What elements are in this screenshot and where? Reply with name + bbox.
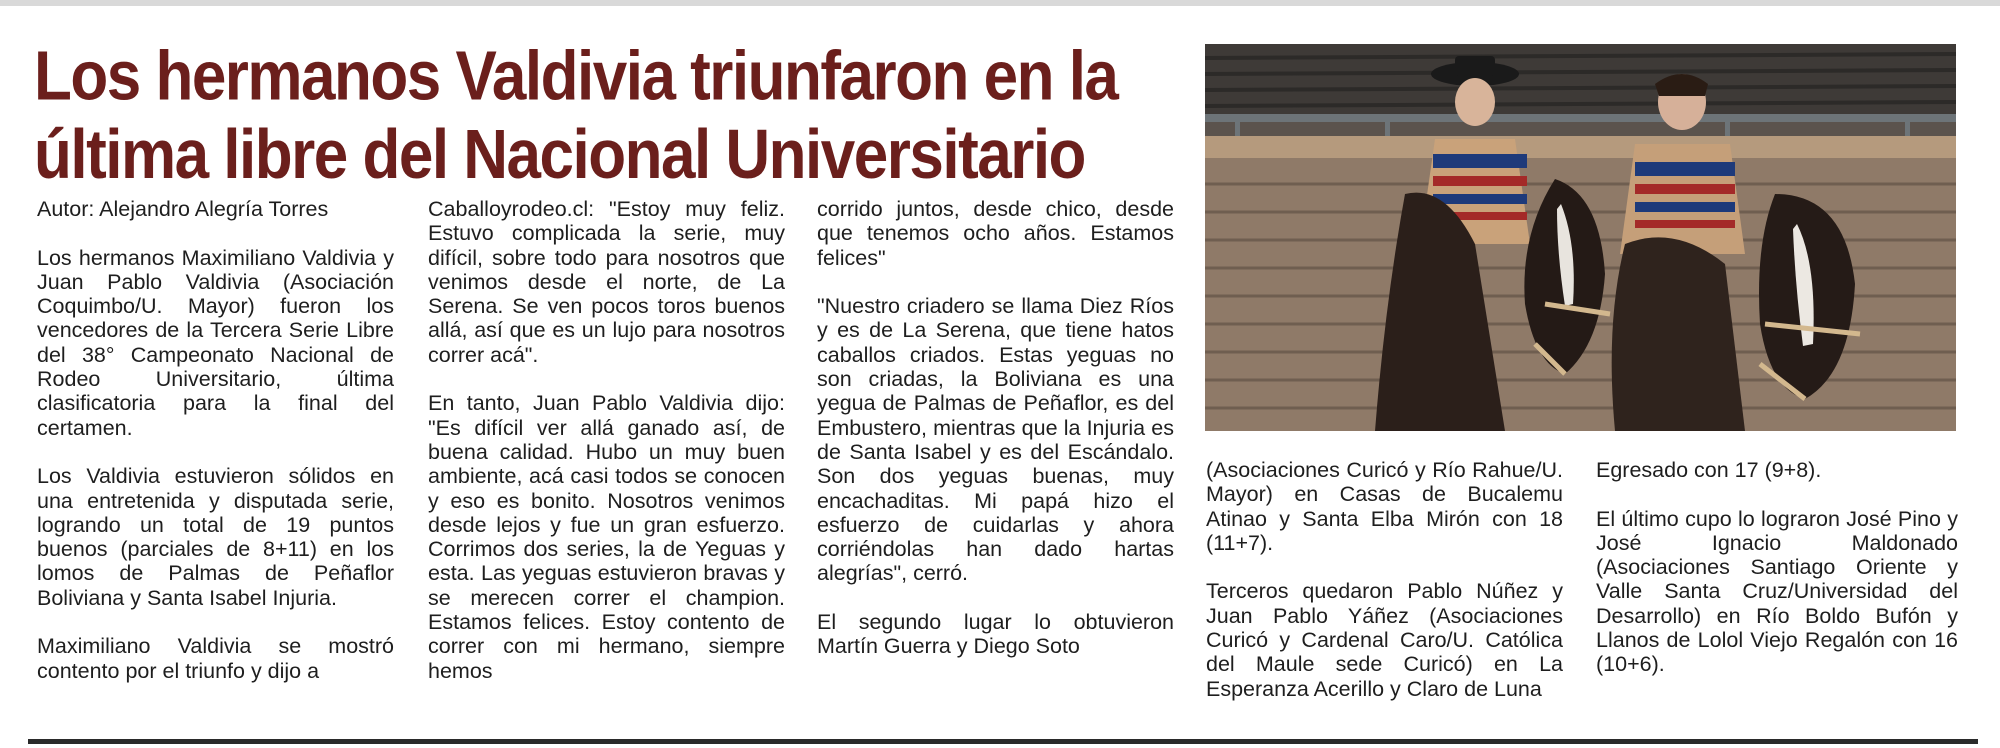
paragraph: Los Valdivia estuvieron sólidos en una entretenida y disputada serie, logrando un total de 19 puntos buenos (parciales de 8+11) en los lomos de Palmas de Peñaflor Boliviana y Santa Isabel Injuria. [37,464,394,610]
article-column-2 [428,197,785,683]
top-rule [0,0,2000,6]
author-line: Autor: Alejandro Alegría Torres [37,197,329,221]
paragraph: (Asociaciones Curicó y Río Rahue/U. Mayor) en Casas de Bucalemu Atinao y Santa Elba Mirón con 18 (11+7). [1206,458,1563,555]
paragraph: Los hermanos Maximiliano Valdivia y Juan Pablo Valdivia (Asociación Coquimbo/U. Mayor) fueron los vencedores de la Tercera Serie Libre del 38° Campeonato Nacional de Rodeo Universitario, última clasificatoria para la final del certamen. [37,245,394,440]
article-column-4 [1206,458,1563,701]
two-riders-on-horses-photo [1205,44,1956,431]
photo-illustration [1205,44,1956,431]
paragraph: Caballoyrodeo.cl: "Estoy muy feliz. Estuvo complicada la serie, muy difícil, sobre todo para nosotros que venimos desde el norte, de La Serena. Se ven pocos toros buenos allá, así que es un lujo para nosotros correr acá". [428,197,785,367]
article-column-5 [1596,458,1958,677]
paragraph: El segundo lugar lo obtuvieron Martín Guerra y Diego Soto [817,610,1174,659]
article-headline: Los hermanos Valdivia triunfaron en la última libre del Nacional Universitario [34,38,1118,194]
paragraph: Egresado con 17 (9+8). [1596,458,1822,482]
paragraph: En tanto, Juan Pablo Valdivia dijo: "Es difícil ver allá ganado así, de buena calidad. Hubo un muy buen ambiente, acá casi todos se conocen y eso es bonito. Nosotros venimos desde lejos y fue un gran esfuerzo. Corrimos dos series, la de Yeguas y esta. Las yeguas estuvieron bravas y se merecen correr el champion. Estamos felices. Estoy contento de correr con mi hermano, siempre hemos [428,391,785,683]
paragraph: Maximiliano Valdivia se mostró contento por el triunfo y dijo a [37,634,394,683]
article-column-3 [817,197,1174,659]
paragraph: El último cupo lo lograron José Pino y José Ignacio Maldonado (Asociaciones Santiago Oriente y Valle Santa Cruz/Universidad del Desarrollo) en Río Boldo Bufón y Llanos de Lolol Viejo Regalón con 16 (10+6). [1596,506,1958,677]
paragraph: "Nuestro criadero se llama Diez Ríos y es de La Serena, que tiene hatos caballos criados. Estas yeguas no son criadas, la Boliviana es una yegua de Palmas de Peñaflor, es del Embustero, mientras que la Injuria es de Santa Isabel y es del Escándalo. Son dos yeguas buenas, muy encachaditas. Mi papá hizo el esfuerzo de cuidarlas y ahora corriéndolas han dado hartas alegrías", cerró. [817,294,1174,586]
paragraph: Terceros quedaron Pablo Núñez y Juan Pablo Yáñez (Asociaciones Curicó y Cardenal Caro/U. Católica del Maule sede Curicó) en La Esperanza Acerillo y Claro de Luna [1206,579,1563,701]
paragraph: corrido juntos, desde chico, desde que tenemos ocho años. Estamos felices" [817,197,1174,270]
bottom-rule [28,739,1978,744]
article-column-1 [37,197,394,683]
